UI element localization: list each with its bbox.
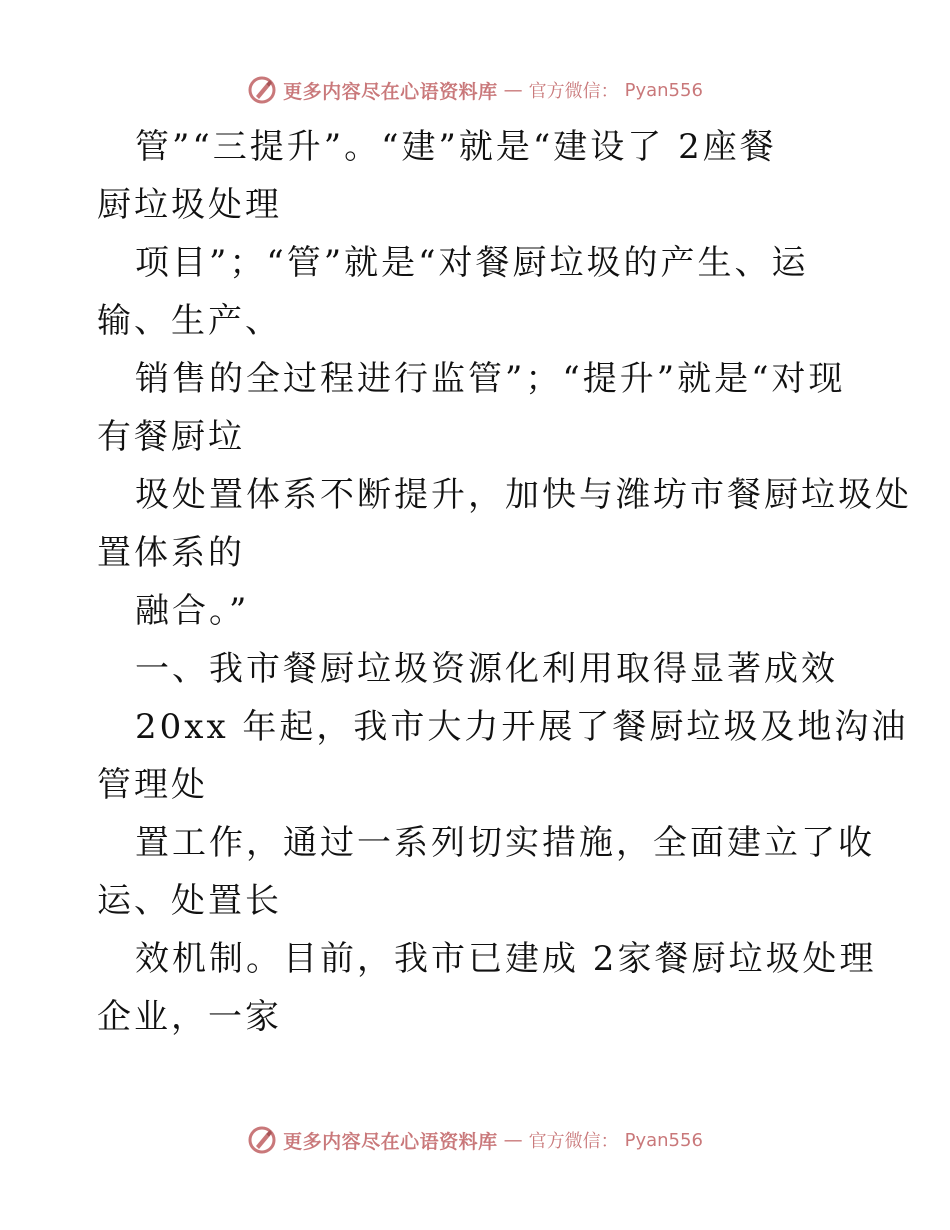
- body-line: 企业，一家: [97, 997, 282, 1037]
- body-line: 一、我市餐厨垃圾资源化利用取得显著成效: [135, 649, 838, 689]
- body-line: 销售的全过程进行监管”；“提升”就是“对现: [135, 359, 846, 399]
- watermark-wechat-label: 官方微信：: [528, 81, 619, 102]
- body-line: 项目”；“管”就是“对餐厨垃圾的产生、运: [135, 243, 809, 283]
- pen-circle-icon: [247, 1125, 277, 1155]
- body-line: 融合。”: [135, 591, 250, 631]
- pen-circle-icon: [247, 75, 277, 105]
- body-line: 有餐厨垃: [97, 417, 245, 457]
- watermark-wechat-id: Pyan556: [624, 79, 703, 101]
- body-line: 厨垃圾处理: [97, 185, 282, 225]
- body-line: 20xx 年起，我市大力开展了餐厨垃圾及地沟油: [135, 707, 909, 747]
- watermark-dash: —: [503, 1129, 523, 1151]
- footer-watermark: [0, 1122, 950, 1158]
- body-line: 管”“三提升”。“建”就是“建设了 2座餐: [135, 127, 777, 167]
- document-body: [97, 118, 912, 1046]
- watermark-wechat-id: Pyan556: [624, 1129, 703, 1151]
- body-line: 管理处: [97, 765, 208, 805]
- body-line: 效机制。目前，我市已建成 2家餐厨垃圾处理: [135, 939, 877, 979]
- body-line: 运、处置长: [97, 881, 282, 921]
- watermark-wechat-label: 官方微信：: [528, 1131, 619, 1152]
- body-line: 圾处置体系不断提升，加快与潍坊市餐厨垃圾处: [135, 475, 912, 515]
- header-watermark: [0, 72, 950, 108]
- body-line: 置工作，通过一系列切实措施，全面建立了收: [135, 823, 875, 863]
- body-line: 输、生产、: [97, 301, 282, 341]
- watermark-site-text: 更多内容尽在心语资料库: [283, 80, 498, 103]
- watermark-dash: —: [503, 79, 523, 101]
- watermark-site-text: 更多内容尽在心语资料库: [283, 1130, 498, 1153]
- body-line: 置体系的: [97, 533, 245, 573]
